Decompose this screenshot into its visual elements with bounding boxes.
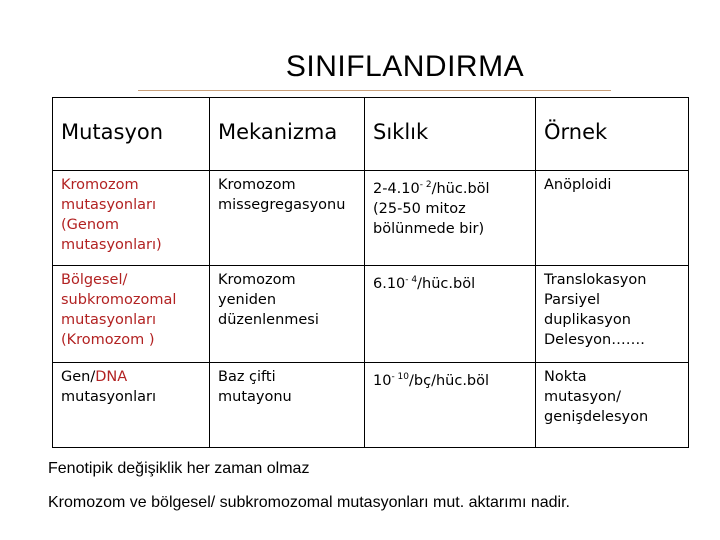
cell-line: mutasyonları (61, 312, 156, 328)
note-phenotype: Fenotipik değişiklik her zaman olmaz (48, 460, 310, 477)
classification-table (52, 97, 689, 448)
cell-line: bölünmede bir) (373, 221, 485, 237)
table-header-row (53, 98, 689, 171)
frequency-value: $2-4.10^{- 2}/hüc.böl$ (373, 180, 490, 197)
cell-line: mutasyonları) (61, 237, 162, 253)
cell-line: Kromozom (218, 272, 296, 288)
cell-line: Gen/DNA (61, 369, 128, 385)
cell-line: Bölgesel/ (61, 272, 128, 288)
table-row (53, 171, 689, 266)
cell-line: subkromozomal (61, 292, 177, 308)
cell-line: (Genom (61, 217, 119, 233)
frequency-value: $10^{- 10}/bç/hüc.böl$ (373, 372, 490, 389)
cell-line: Parsiyel (544, 292, 601, 308)
page-title: SINIFLANDIRMA (285, 50, 525, 83)
cell-line: mutasyonları (61, 197, 156, 213)
cell-line: Nokta (544, 369, 587, 385)
cell-line: (25-50 mitoz (373, 201, 466, 217)
table-row (53, 266, 689, 363)
header-siklik: Sıklık (365, 98, 536, 171)
cell-line: genişdelesyon (544, 409, 649, 425)
header-ornek: Örnek (536, 98, 689, 171)
cell-line: Kromozom (61, 177, 139, 193)
cell-line: Baz çifti (218, 369, 276, 385)
cell-line: mutasyon/ (544, 389, 621, 405)
cell-line: duplikasyon (544, 312, 631, 328)
cell-line: missegregasyonu (218, 197, 346, 213)
cell-line: Translokasyon (544, 272, 647, 288)
dna-highlight: DNA (95, 369, 128, 385)
cell-mutasyon (53, 266, 210, 363)
cell-line: Kromozom (218, 177, 296, 193)
cell-mekanizma (210, 363, 365, 448)
cell-line: düzenlenmesi (218, 312, 319, 328)
table-row (53, 363, 689, 448)
title-divider (138, 90, 611, 91)
cell-siklik (365, 171, 536, 266)
cell-mekanizma (210, 266, 365, 363)
note-inheritance: Kromozom ve bölgesel/ subkromozomal mutasyonları mut. aktarımı nadir. (48, 494, 570, 511)
cell-ornek (536, 266, 689, 363)
cell-siklik (365, 363, 536, 448)
frequency-value: $6.10^{- 4}/hüc.böl$ (373, 275, 476, 292)
cell-ornek (536, 171, 689, 266)
cell-line: Delesyon……. (544, 332, 645, 348)
cell-line: yeniden (218, 292, 277, 308)
cell-line: mutayonu (218, 389, 292, 405)
cell-siklik (365, 266, 536, 363)
cell-ornek (536, 363, 689, 448)
header-mutasyon: Mutasyon (53, 98, 210, 171)
header-mekanizma: Mekanizma (210, 98, 365, 171)
cell-line: mutasyonları (61, 389, 156, 405)
cell-line: Anöploidi (544, 177, 612, 193)
cell-mutasyon (53, 171, 210, 266)
cell-line: (Kromozom ) (61, 332, 155, 348)
cell-mutasyon (53, 363, 210, 448)
cell-mekanizma (210, 171, 365, 266)
